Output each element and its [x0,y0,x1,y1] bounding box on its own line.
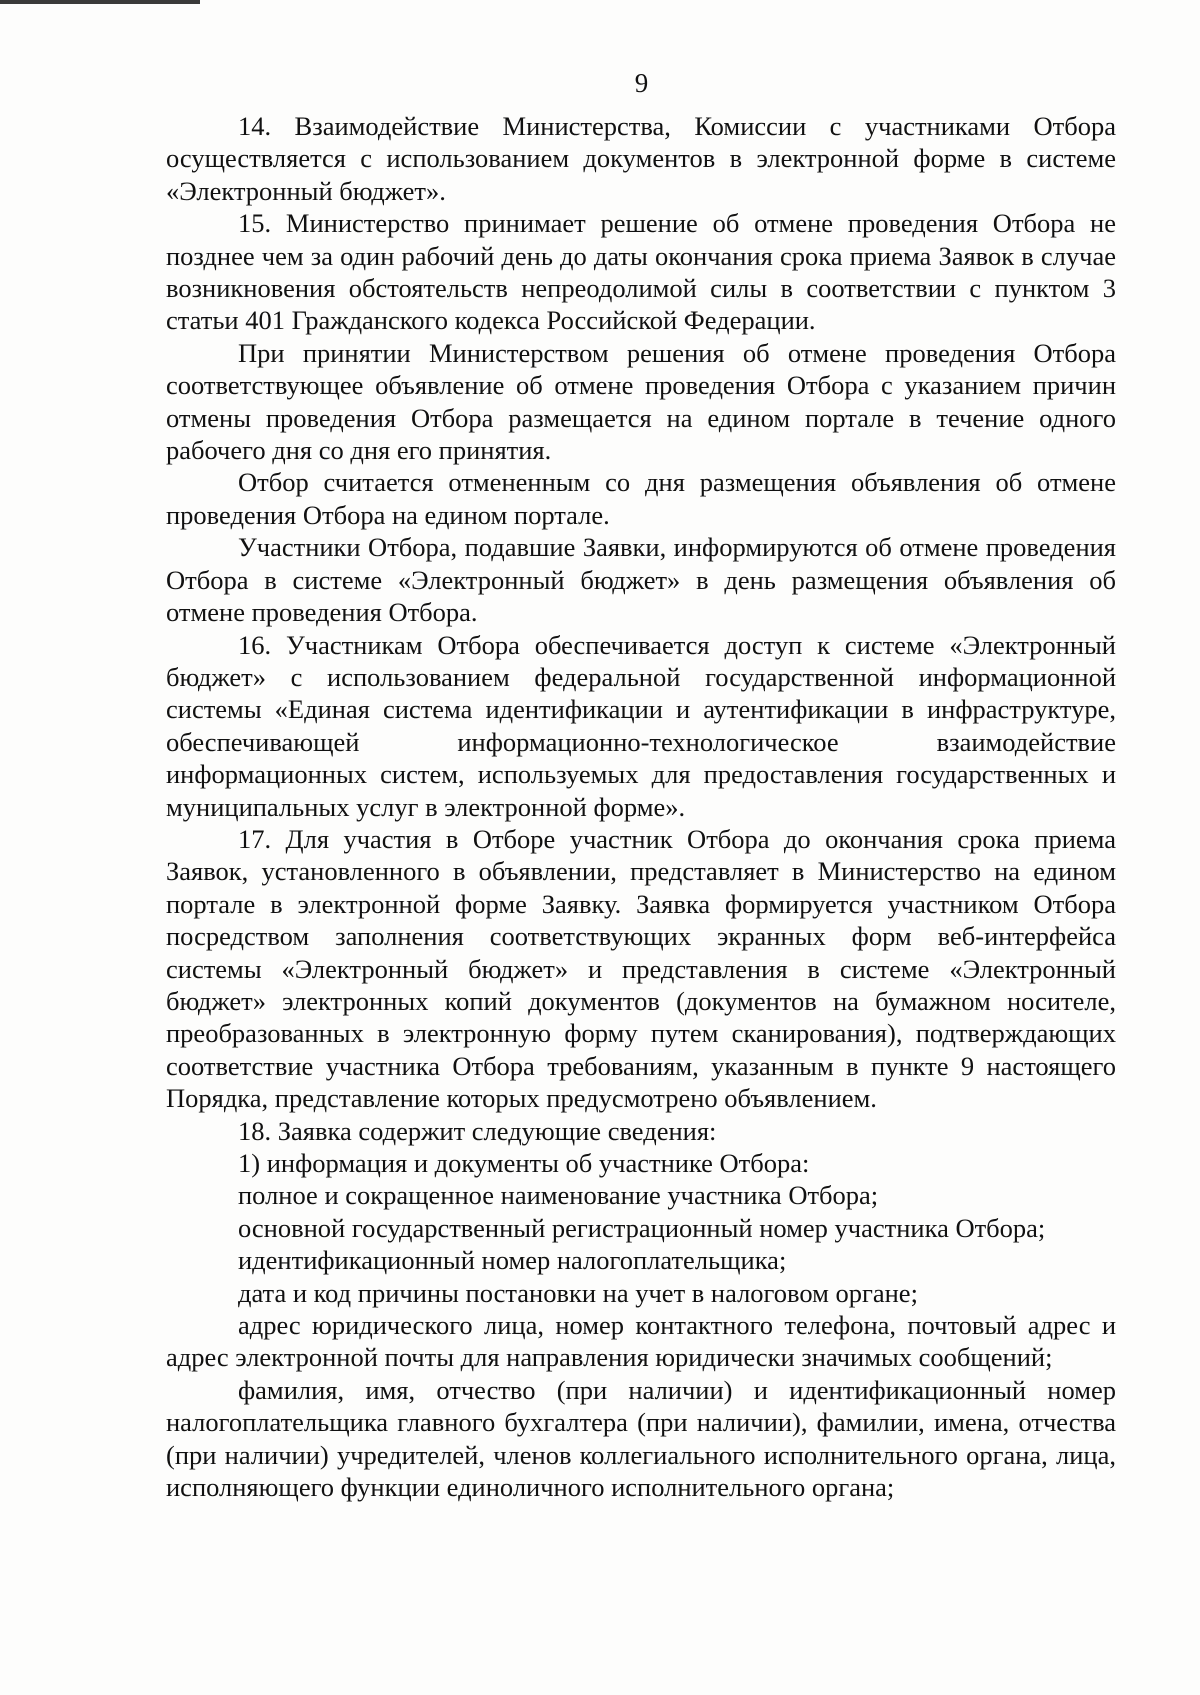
scan-edge [0,0,200,4]
page-number: 9 [634,68,649,98]
paragraph-15-cancelled: Отбор считается отмененным со дня размещения объявления об отмене проведения Отбора на едином портале. [166,467,1116,530]
paragraph-14: 14. Взаимодействие Министерства, Комиссии с участниками Отбора осуществляется с использованием документов в электронной форме в системе «Электронный бюджет». [166,111,1116,206]
list-item-kpp: дата и код причины постановки на учет в налоговом органе; [238,1277,918,1308]
paragraph-15-cancel-notice: При принятии Министерством решения об отмене проведения Отбора соответствующее объявление об отмене проведения Отбора с указанием причин отмены проведения Отбора размещается на едином портале в течение одного рабочего дня со дня его принятия. [166,337,1116,466]
list-item-address: адрес юридического лица, номер контактного телефона, почтовый адрес и адрес электронной почты для направления юридически значимых сообщений; [166,1310,1116,1373]
document-body [166,110,1116,1503]
paragraph-15-participants-informed: Участники Отбора, подавшие Заявки, информируются об отмене проведения Отбора в системе «Электронный бюджет» в день размещения объявления об отмене проведения Отбора. [166,532,1116,628]
paragraph-16: 16. Участникам Отбора обеспечивается доступ к системе «Электронный бюджет» с использованием федеральной государственной информационной системы «Единая система идентификации и аутентификации в инфраструктуре, обеспечивающей информационно-технологическое взаимодействие информационных систем, используемых для предоставления государственных и муниципальных услуг в электронной форме». [166,629,1116,822]
list-item-ogrn: основной государственный регистрационный номер участника Отбора; [238,1212,1046,1243]
paragraph-17: 17. Для участия в Отборе участник Отбора до окончания срока приема Заявок, установленного в объявлении, представляет в Министерство на едином портале в электронной форме Заявку. Заявка формируется участником Отбора посредством заполнения соответствующих экранных форм веб-интерфейса системы «Электронный бюджет» и представления в системе «Электронный бюджет» электронных копий документов (документов на бумажном носителе, преобразованных в электронную форму путем сканирования), подтверждающих соответствие участника Отбора требованиям, указанным в пункте 9 настоящего Порядка, представление которых предусмотрено объявлением. [166,823,1116,1114]
list-item-persons: фамилия, имя, отчество (при наличии) и идентификационный номер налогоплательщика главного бухгалтера (при наличии), фамилии, имена, отчества (при наличии) учредителей, членов коллегиального исполнительного органа, лица, исполняющего функции единоличного исполнительного органа; [166,1374,1116,1503]
list-item-full-name: полное и сокращенное наименование участника Отбора; [238,1180,879,1211]
list-item-1: 1) информация и документы об участнике Отбора: [238,1148,810,1178]
paragraph-15: 15. Министерство принимает решение об отмене проведения Отбора не позднее чем за один рабочий день до даты окончания срока приема Заявок в случае возникновения обстоятельств непреодолимой силы в соответствии с пунктом 3 статьи 401 Гражданского кодекса Российской Федерации. [166,208,1116,336]
paragraph-18: 18. Заявка содержит следующие сведения: [238,1115,717,1146]
list-item-inn: идентификационный номер налогоплательщика; [238,1245,787,1276]
